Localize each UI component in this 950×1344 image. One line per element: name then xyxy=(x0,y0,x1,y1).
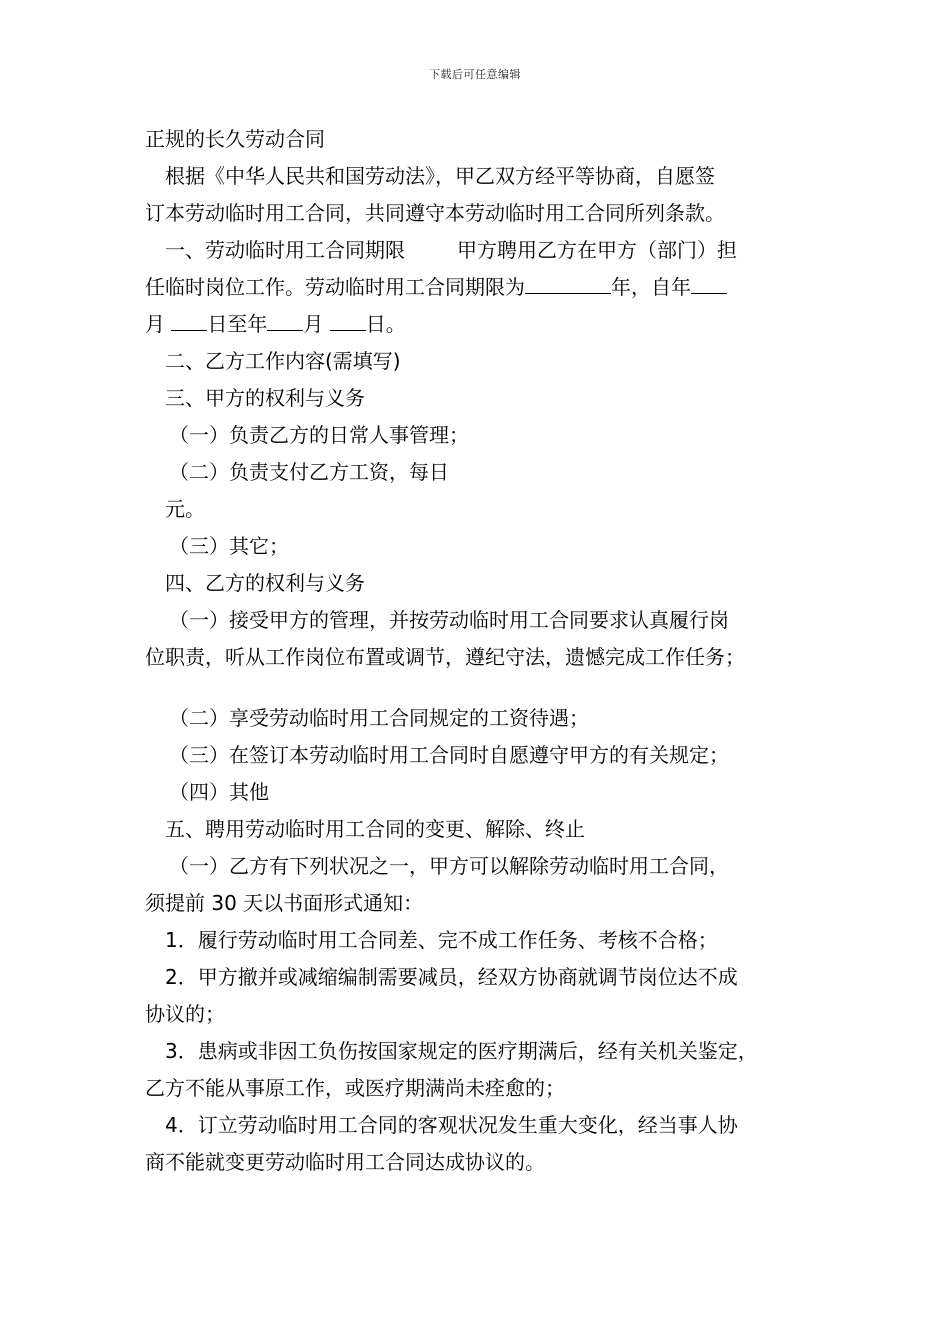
document-title: 正规的长久劳动合同 xyxy=(145,127,325,151)
list-item: 2．甲方撤并或减缩编制需要减员，经双方协商就调节岗位达不成 xyxy=(165,965,738,989)
clause-line: （一）负责乙方的日常人事管理； xyxy=(169,423,469,447)
paragraph-line: 根据《中华人民共和国劳动法》，甲乙双方经平等协商，自愿签 xyxy=(165,164,715,188)
section-5-heading: 五、聘用劳动临时用工合同的变更、解除、终止 xyxy=(165,817,585,841)
section-1-heading xyxy=(145,232,817,269)
clause-line: （二）负责支付乙方工资，每日 xyxy=(169,460,449,484)
paragraph-line: 订本劳动临时用工合同，共同遵守本劳动临时用工合同所列条款。 xyxy=(145,201,725,225)
clause-line: （一）接受甲方的管理，并按劳动临时用工合同要求认真履行岗 xyxy=(169,608,729,632)
date-text: 日。 xyxy=(365,312,406,336)
blank-end-month xyxy=(267,312,303,331)
paragraph-line xyxy=(145,269,817,306)
paragraph-line xyxy=(145,306,817,343)
header-note: 下载后可任意编辑 xyxy=(429,68,521,81)
clause-line: （三）其它； xyxy=(169,534,289,558)
blank-start-day xyxy=(171,312,207,331)
section-3-heading: 三、甲方的权利与义务 xyxy=(165,386,365,410)
clause-line: （四）其他 xyxy=(169,780,269,804)
document-body xyxy=(145,121,817,1181)
blank-years xyxy=(525,275,611,294)
list-item: 3．患病或非因工负伤按国家规定的医疗期满后，经有关机关鉴定， xyxy=(165,1039,758,1063)
date-text: 日至年 xyxy=(207,312,268,336)
section-1-title: 一、劳动临时用工合同期限 xyxy=(165,238,405,262)
list-item: 乙方不能从事原工作，或医疗期满尚未痊愈的； xyxy=(145,1076,565,1100)
section-2-heading: 二、乙方工作内容(需填写) xyxy=(165,349,401,373)
clause-line: （二）享受劳动临时用工合同规定的工资待遇； xyxy=(169,706,589,730)
blank-end-day xyxy=(330,312,366,331)
list-item: 商不能就变更劳动临时用工合同达成协议的。 xyxy=(145,1150,545,1174)
section-4-heading: 四、乙方的权利与义务 xyxy=(165,571,365,595)
clause-line: 元。 xyxy=(165,497,205,521)
section-1-text: 甲方聘用乙方在甲方（部门）担 xyxy=(457,238,737,262)
clause-line: 位职责，听从工作岗位布置或调节，遵纪守法，遗憾完成工作任务； xyxy=(145,645,745,669)
clause-line: 须提前 30 天以书面形式通知： xyxy=(145,891,424,915)
date-text: 月 xyxy=(303,312,330,336)
clause-line: （三）在签订本劳动临时用工合同时自愿遵守甲方的有关规定； xyxy=(169,743,729,767)
list-item: 协议的； xyxy=(145,1002,225,1026)
clause-line: （一）乙方有下列状况之一，甲方可以解除劳动临时用工合同， xyxy=(169,854,729,878)
contract-term-text: 年，自年 xyxy=(611,275,691,299)
list-item: 4．订立劳动临时用工合同的客观状况发生重大变化，经当事人协 xyxy=(165,1113,738,1137)
contract-term-text: 任临时岗位工作。劳动临时用工合同期限为 xyxy=(145,275,525,299)
blank-start-year xyxy=(691,275,727,294)
date-text: 月 xyxy=(145,312,172,336)
list-item: 1．履行劳动临时用工合同差、完不成工作任务、考核不合格； xyxy=(165,928,718,952)
paragraph-spacer xyxy=(145,676,817,700)
